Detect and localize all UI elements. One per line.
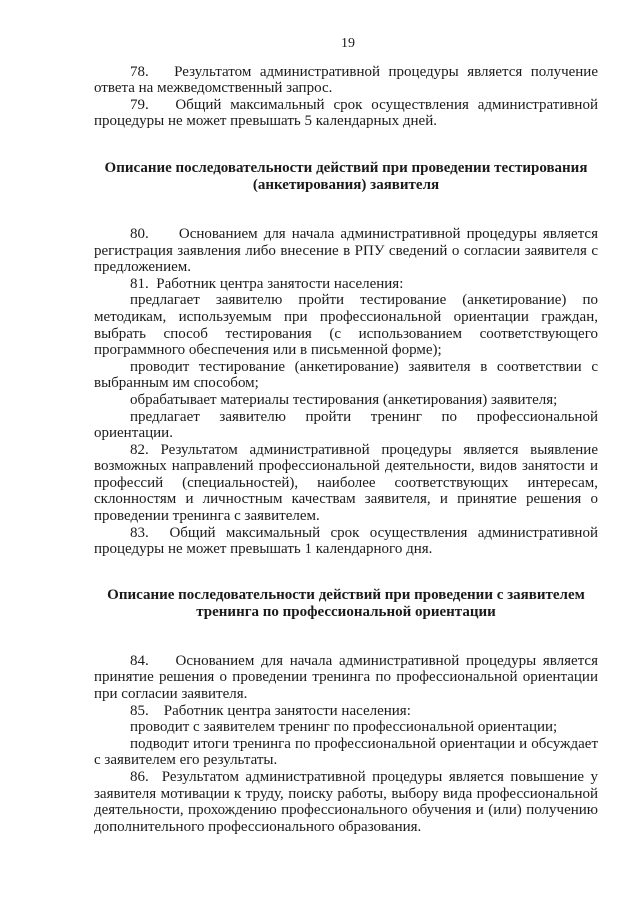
section-training xyxy=(94,653,598,836)
page-number: 19 xyxy=(341,36,355,51)
paragraph-81-item-2: проводит тестирование (анкетирование) заявителя в соответствии с выбранным им способом; xyxy=(94,358,598,392)
section-heading-testing: Описание последовательности действий при проведении тестирования (анкетирования) заявителя xyxy=(104,159,588,193)
paragraph-81-item-4: предлагает заявителю пройти тренинг по профессиональной ориентации. xyxy=(94,408,598,442)
paragraph-81: 81. Работник центра занятости населения: xyxy=(130,275,404,292)
paragraph-80: 80. Основанием для начала административной процедуры является регистрация заявления либо внесение в РПУ сведений о согласии заявителя с предложением. xyxy=(94,225,598,276)
paragraph-81-item-1: предлагает заявителю пройти тестирование (анкетирование) по методикам, используемым при профессиональной ориентации граждан, выбрать способ тестирования (с использованием соответствующего программного обеспечения или в письменной форме); xyxy=(94,292,598,359)
paragraph-85: 85. Работник центра занятости населения: xyxy=(130,702,411,719)
paragraph-82: 82. Результатом административной процедуры является выявление возможных направлений профессиональной деятельности, видов занятости и профессий (специальностей), наиболее соответствующих интересам, склонностям и личностным качествам заявителя, и принятие решения о проведении тренинга с заявителем. xyxy=(94,441,598,525)
section-heading-training: Описание последовательности действий при проведении с заявителем тренинга по профессиональной ориентации xyxy=(107,586,585,620)
paragraph-84: 84. Основанием для начала административной процедуры является принятие решения о проведении тренинга по профессиональной ориентации при согласии заявителя. xyxy=(94,652,598,703)
paragraph-79: 79. Общий максимальный срок осуществления административной процедуры не может превышать 5 календарных дней. xyxy=(94,96,598,130)
document-page xyxy=(94,36,598,835)
paragraph-81-item-3: обрабатывает материалы тестирования (анкетирования) заявителя; xyxy=(130,391,558,408)
paragraph-83: 83. Общий максимальный срок осуществления административной процедуры не может превышать 1 календарного дня. xyxy=(94,524,598,558)
section-testing xyxy=(94,226,598,558)
paragraph-86: 86. Результатом административной процедуры является повышение у заявителя мотивации к труду, поиску работы, выбору вида профессиональной деятельности, прохождению профессионального обучения и (или) получению дополнительного профессионального образования. xyxy=(94,769,598,835)
paragraph-85-item-2: подводит итоги тренинга по профессиональной ориентации и обсуждает с заявителем его результаты. xyxy=(94,735,598,769)
paragraph-85-item-1: проводит с заявителем тренинг по профессиональной ориентации; xyxy=(130,719,558,736)
paragraph-78: 78. Результатом административной процедуры является получение ответа на межведомственный запрос. xyxy=(94,63,598,97)
paragraphs-top xyxy=(94,64,598,130)
